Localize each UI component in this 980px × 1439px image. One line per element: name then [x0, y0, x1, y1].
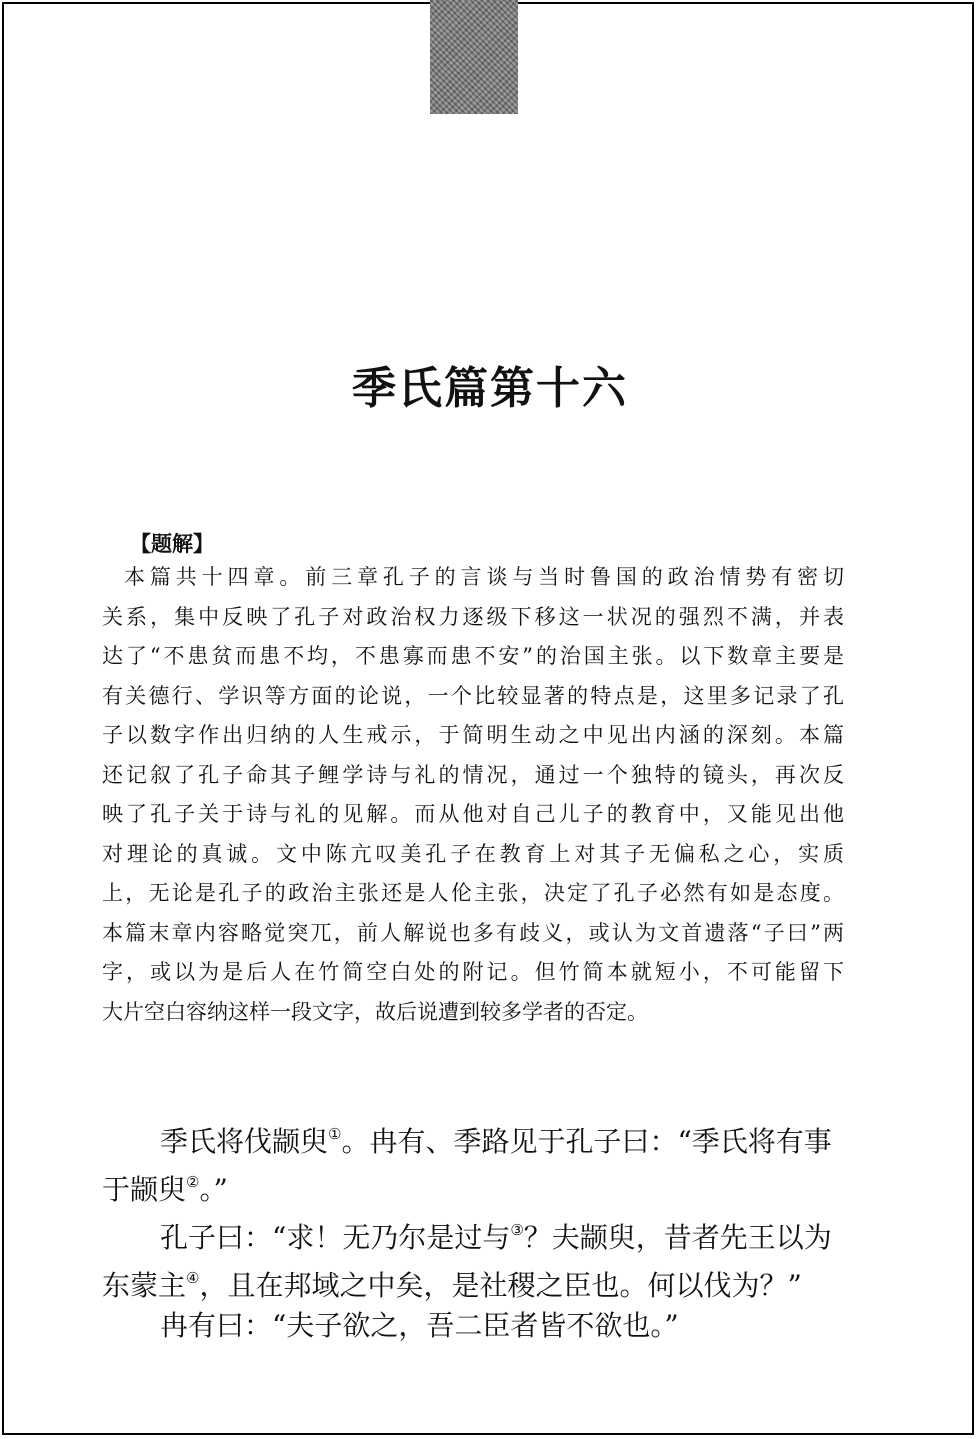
text-line — [102, 1254, 852, 1302]
intro-line: 对理论的真诚。文中陈亢叹美孔子在教育上对其子无偏私之心，实质 — [102, 841, 844, 866]
classic-text — [102, 1110, 852, 1350]
intro-line: 达了“不患贫而患不均，不患寡而患不安”的治国主张。以下数章主要是 — [102, 644, 844, 668]
text-segment: 于颛臾 — [102, 1173, 187, 1206]
intro-line: 映了孔子关于诗与礼的见解。而从他对自己儿子的教育中，又能见出他 — [102, 802, 844, 826]
text-segment: 东蒙主 — [102, 1269, 187, 1302]
chapter-title: 季氏篇第十六 — [352, 363, 628, 414]
intro-line: 字，或以为是后人在竹简空白处的附记。但竹简本就短小，不可能留下 — [102, 960, 844, 984]
text-line — [102, 1206, 852, 1254]
intro-line: 大片空白容纳这样一段文字，故后说遭到较多学者的否定。 — [102, 999, 648, 1024]
intro-line: 子以数字作出归纳的人生戒示，于简明生动之中见出内涵的深刻。本篇 — [102, 723, 844, 747]
intro-line: 本篇共十四章。前三章孔子的言谈与当时鲁国的政治情势有密切 — [124, 565, 844, 589]
text-segment: 冉有曰：“夫子欲之，吾二臣者皆不欲也。” — [160, 1309, 679, 1342]
intro-line: 关系，集中反映了孔子对政治权力逐级下移这一状况的强烈不满，并表 — [102, 604, 844, 629]
text-segment: 。冉有、季路见于孔子曰：“季氏将有事 — [341, 1125, 832, 1158]
text-segment: 季氏将伐颛臾 — [160, 1125, 329, 1158]
text-segment: 孔子曰：“求！无乃尔是过与 — [160, 1221, 511, 1254]
text-segment: ？夫颛臾，昔者先王以为 — [523, 1221, 832, 1254]
footnote-marker[interactable]: ① — [328, 1125, 342, 1143]
text-segment: ，且在邦域之中矣，是社稷之臣也。何以伐为？” — [199, 1269, 802, 1302]
footnote-marker[interactable]: ④ — [186, 1269, 200, 1287]
intro-line: 还记叙了孔子命其子鲤学诗与礼的情况，通过一个独特的镜头，再次反 — [102, 762, 844, 787]
footnote-marker[interactable]: ② — [186, 1173, 200, 1191]
text-line — [102, 1110, 852, 1158]
footnote-marker[interactable]: ③ — [510, 1221, 524, 1239]
chapter-tab-marker — [430, 0, 518, 114]
intro-line: 有关德行、学识等方面的论说，一个比较显著的特点是，这里多记录了孔 — [102, 683, 844, 708]
text-segment: 。” — [199, 1173, 228, 1206]
section-label: 【题解】 — [130, 531, 214, 556]
text-line — [102, 1158, 852, 1206]
intro-line: 本篇末章内容略觉突兀，前人解说也多有歧义，或认为文首遗落“子曰”两 — [102, 920, 844, 945]
intro-line: 上，无论是孔子的政治主张还是人伦主张，决定了孔子必然有如是态度。 — [102, 881, 844, 905]
intro-paragraph — [102, 558, 844, 1032]
text-line — [102, 1302, 852, 1350]
